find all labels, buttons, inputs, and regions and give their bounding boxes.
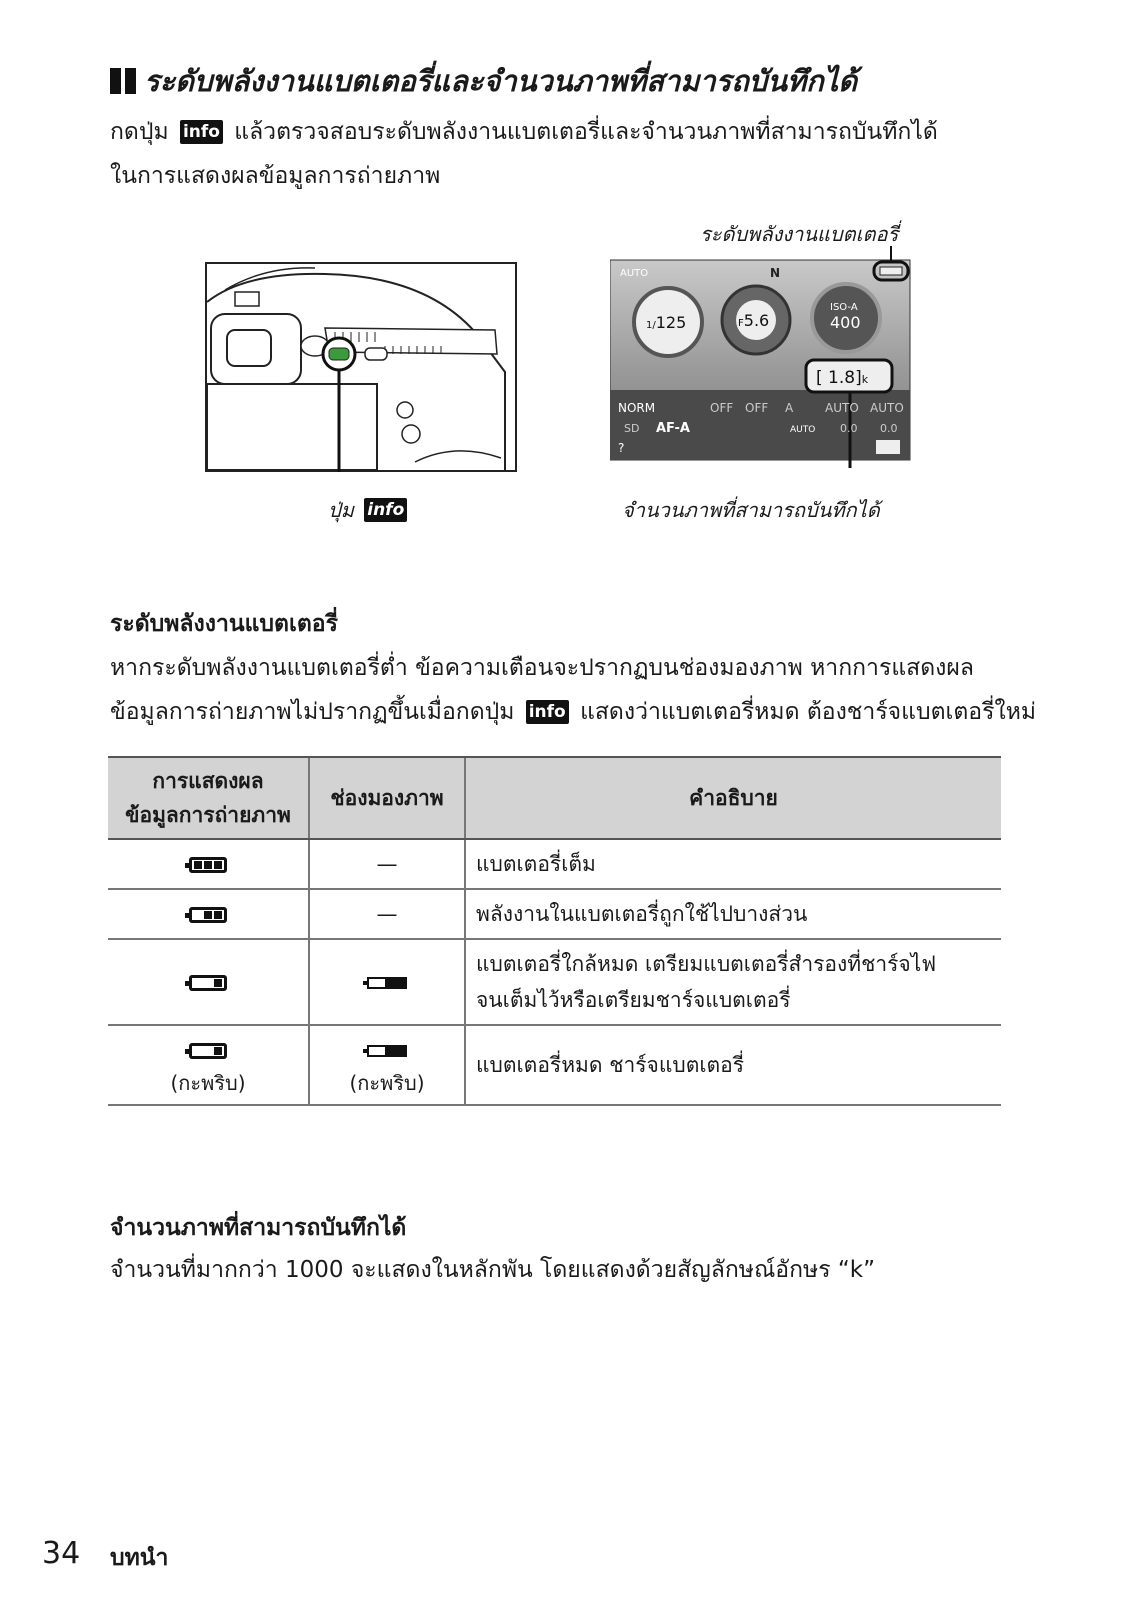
shutter-readout: 1/125	[646, 313, 687, 332]
battery-line-2	[110, 690, 1036, 734]
battery-low-icon	[189, 975, 227, 991]
section-title-text: ระดับพลังงานแบตเตอรี่และจำนวนภาพที่สามารถบันทึกได้	[144, 64, 858, 98]
camera-back-illustration	[205, 262, 517, 472]
mode-readout: AUTO	[620, 268, 649, 279]
battery-line-1: หากระดับพลังงานแบตเตอรี่ต่ำ ข้อความเตือนจะปรากฏบนช่องมองภาพ หากการแสดงผล	[110, 655, 974, 681]
setting-item: OFF	[710, 401, 734, 415]
setting-item: A	[785, 401, 794, 415]
button-caption-text: ปุ่ม	[328, 498, 354, 522]
info-display-cell	[108, 889, 309, 939]
button-caption	[328, 494, 411, 526]
table-row	[108, 889, 1001, 939]
info-display-cell	[108, 939, 309, 1025]
aperture-readout: F5.6	[738, 311, 770, 330]
battery-line2-before: ข้อมูลการถ่ายภาพไม่ปรากฏขึ้นเมื่อกดปุ่ม	[110, 699, 515, 725]
exposures-readout: [ 1.8]k	[816, 368, 869, 388]
iso-readout: 400	[830, 313, 861, 332]
battery-section-title: ระดับพลังงานแบตเตอรี่	[110, 611, 338, 637]
viewfinder-cell	[309, 1025, 465, 1105]
setting-item: AUTO	[825, 401, 859, 415]
intro-after: แล้วตรวจสอบระดับพลังงานแบตเตอรี่และจำนวนภาพที่สามารถบันทึกได้	[234, 119, 938, 145]
af-mode-readout: AF-A	[656, 421, 690, 436]
blink-note: (กะพริบ)	[349, 1071, 425, 1095]
column-header-description: คำอธิบาย	[465, 757, 1001, 839]
section-marker-icon	[110, 68, 136, 94]
chapter-name: บทนำ	[110, 1545, 169, 1571]
intro-before: กดปุ่ม	[110, 119, 169, 145]
viewfinder-battery-exhausted-icon	[367, 1045, 407, 1057]
info-button-icon: info	[526, 700, 569, 724]
description-cell: พลังงานในแบตเตอรี่ถูกใช้ไปบางส่วน	[465, 889, 1001, 939]
description-line: จนเต็มไว้หรือเตรียมชาร์จแบตเตอรี่	[476, 988, 791, 1012]
release-mode-readout: N	[770, 266, 781, 280]
exposures-text: จำนวนที่มากกว่า 1000 จะแสดงในหลักพัน โดยแสดงด้วยสัญลักษณ์อักษร “k”	[110, 1257, 876, 1283]
page-number: 34	[42, 1536, 81, 1571]
info-display-illustration	[610, 240, 920, 480]
setting-item: AUTO	[790, 425, 816, 435]
iso-label: ISO-A	[830, 302, 858, 313]
column-header-viewfinder: ช่องมองภาพ	[309, 757, 465, 839]
setting-item: SD	[624, 422, 640, 435]
viewfinder-cell: —	[309, 889, 465, 939]
section-title	[110, 58, 857, 104]
info-button-icon: info	[364, 498, 407, 522]
battery-exhausted-icon	[189, 1043, 227, 1059]
viewfinder-cell	[309, 939, 465, 1025]
intro-line-2: ในการแสดงผลข้อมูลการถ่ายภาพ	[110, 163, 441, 189]
table-row	[108, 1025, 1001, 1105]
viewfinder-cell: —	[309, 839, 465, 889]
battery-level-caption: ระดับพลังงานแบตเตอรี่	[700, 222, 899, 246]
table-header-row	[108, 757, 1001, 839]
blink-note: (กะพริบ)	[170, 1071, 246, 1095]
column-header-info-display	[108, 757, 309, 839]
header-line: การแสดงผล	[152, 769, 264, 793]
table-row	[108, 939, 1001, 1025]
battery-level-table	[108, 756, 1001, 1106]
setting-item: 0.0	[880, 422, 898, 435]
info-display-cell	[108, 1025, 309, 1105]
setting-item: OFF	[745, 401, 769, 415]
exposures-caption: จำนวนภาพที่สามารถบันทึกได้	[622, 498, 880, 522]
table-row	[108, 839, 1001, 889]
description-cell	[465, 939, 1001, 1025]
info-button-icon: info	[180, 120, 223, 144]
exposures-section-title: จำนวนภาพที่สามารถบันทึกได้	[110, 1215, 407, 1241]
battery-line2-after: แสดงว่าแบตเตอรี่หมด ต้องชาร์จแบตเตอรี่ใหม่	[580, 699, 1037, 725]
setting-item: AUTO	[870, 401, 904, 415]
battery-full-icon	[189, 857, 227, 873]
info-settings-icon	[876, 440, 900, 454]
setting-item: 0.0	[840, 422, 858, 435]
description-line: แบตเตอรี่ใกล้หมด เตรียมแบตเตอรี่สำรองที่ชาร์จไฟ	[476, 952, 937, 976]
info-display-cell	[108, 839, 309, 889]
quality-readout: NORM	[618, 401, 656, 415]
battery-partial-icon	[189, 907, 227, 923]
description-cell: แบตเตอรี่หมด ชาร์จแบตเตอรี่	[465, 1025, 1001, 1105]
description-cell: แบตเตอรี่เต็ม	[465, 839, 1001, 889]
header-line: ข้อมูลการถ่ายภาพ	[125, 803, 291, 827]
help-icon: ?	[618, 441, 625, 455]
intro-line-1	[110, 110, 938, 154]
viewfinder-battery-low-icon	[367, 977, 407, 989]
